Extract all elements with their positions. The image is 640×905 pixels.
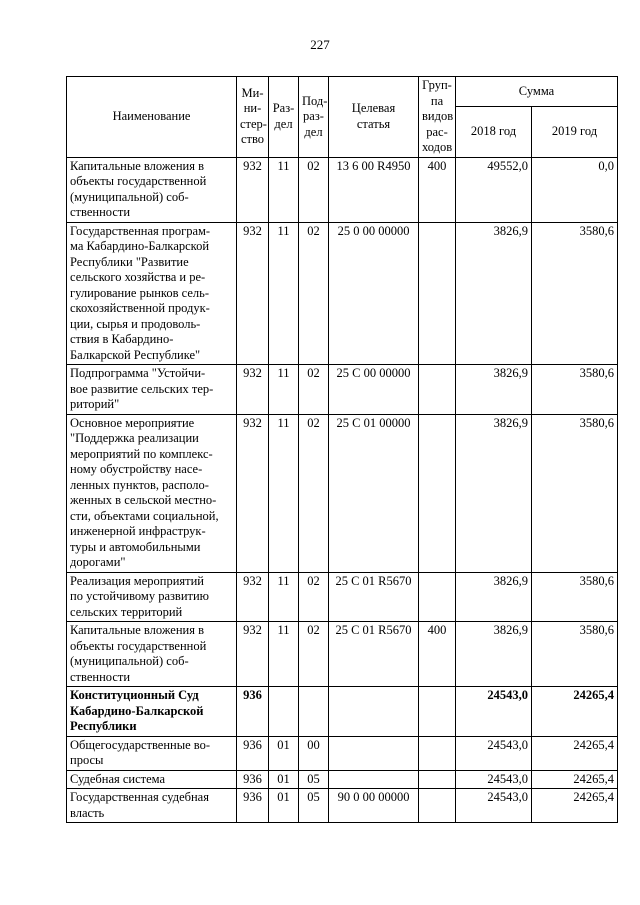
header-year-2019: 2019 год bbox=[532, 106, 618, 157]
cell-group bbox=[419, 789, 456, 823]
cell-2018: 49552,0 bbox=[456, 157, 532, 222]
cell-2019: 24265,4 bbox=[532, 770, 618, 789]
cell-name: Конституционный Суд Кабардино-Балкарской Республики bbox=[67, 687, 237, 737]
table-body bbox=[67, 157, 618, 823]
table-row bbox=[67, 770, 618, 789]
cell-2019: 24265,4 bbox=[532, 687, 618, 737]
cell-2018: 3826,9 bbox=[456, 414, 532, 572]
cell-subsection: 02 bbox=[299, 157, 329, 222]
cell-ministry: 932 bbox=[237, 572, 269, 622]
cell-target: 90 0 00 00000 bbox=[329, 789, 419, 823]
cell-section: 01 bbox=[269, 789, 299, 823]
cell-subsection: 00 bbox=[299, 736, 329, 770]
cell-group: 400 bbox=[419, 157, 456, 222]
cell-ministry: 936 bbox=[237, 687, 269, 737]
cell-2018: 3826,9 bbox=[456, 572, 532, 622]
header-sum: Сумма bbox=[456, 77, 618, 107]
cell-2018: 3826,9 bbox=[456, 365, 532, 415]
cell-target bbox=[329, 736, 419, 770]
cell-2019: 3580,6 bbox=[532, 414, 618, 572]
cell-2019: 3580,6 bbox=[532, 572, 618, 622]
cell-ministry: 936 bbox=[237, 736, 269, 770]
cell-target: 25 С 01 R5670 bbox=[329, 622, 419, 687]
cell-subsection: 02 bbox=[299, 572, 329, 622]
cell-name: Общегосударственные во- просы bbox=[67, 736, 237, 770]
table-row bbox=[67, 736, 618, 770]
cell-ministry: 936 bbox=[237, 770, 269, 789]
cell-subsection: 02 bbox=[299, 222, 329, 365]
cell-2018: 24543,0 bbox=[456, 770, 532, 789]
cell-group bbox=[419, 736, 456, 770]
header-target bbox=[329, 77, 419, 158]
cell-group bbox=[419, 365, 456, 415]
cell-2019: 24265,4 bbox=[532, 789, 618, 823]
cell-subsection: 02 bbox=[299, 414, 329, 572]
cell-name: Государственная судебная власть bbox=[67, 789, 237, 823]
cell-target: 25 С 01 00000 bbox=[329, 414, 419, 572]
cell-group bbox=[419, 222, 456, 365]
cell-group: 400 bbox=[419, 622, 456, 687]
cell-name: Капитальные вложения в объекты государственной (муниципальной) соб- ственности bbox=[67, 622, 237, 687]
cell-target: 25 С 01 R5670 bbox=[329, 572, 419, 622]
cell-target bbox=[329, 770, 419, 789]
header-section-text: Раз- дел bbox=[272, 101, 295, 131]
cell-target: 25 С 00 00000 bbox=[329, 365, 419, 415]
cell-subsection: 05 bbox=[299, 789, 329, 823]
cell-ministry: 932 bbox=[237, 414, 269, 572]
cell-section: 11 bbox=[269, 222, 299, 365]
header-ministry-text: Ми- ни- стер- ство bbox=[240, 85, 267, 147]
table-row bbox=[67, 622, 618, 687]
cell-ministry: 936 bbox=[237, 789, 269, 823]
cell-2018: 3826,9 bbox=[456, 222, 532, 365]
cell-group bbox=[419, 414, 456, 572]
cell-section: 11 bbox=[269, 572, 299, 622]
cell-2018: 24543,0 bbox=[456, 736, 532, 770]
header-section bbox=[269, 77, 299, 158]
cell-section: 11 bbox=[269, 157, 299, 222]
header-group-text: Груп- па видов рас- ходов bbox=[422, 78, 454, 154]
header-group bbox=[419, 77, 456, 158]
cell-name: Основное мероприятие "Поддержка реализации мероприятий по комплекс- ному обустройству насе- ленных пунктов, располо- женных в сельской местно- сти, объектами социальной, инженерной инфраструк- туры и автомобильными дорогами" bbox=[67, 414, 237, 572]
cell-2019: 3580,6 bbox=[532, 222, 618, 365]
cell-target: 13 6 00 R4950 bbox=[329, 157, 419, 222]
cell-section: 11 bbox=[269, 414, 299, 572]
header-subsection-text: Под- раз- дел bbox=[302, 93, 328, 139]
cell-2019: 3580,6 bbox=[532, 365, 618, 415]
cell-section bbox=[269, 687, 299, 737]
cell-target: 25 0 00 00000 bbox=[329, 222, 419, 365]
table-row bbox=[67, 572, 618, 622]
cell-group bbox=[419, 687, 456, 737]
header-ministry bbox=[237, 77, 269, 158]
cell-2019: 24265,4 bbox=[532, 736, 618, 770]
header-subsection bbox=[299, 77, 329, 158]
cell-name: Реализация мероприятий по устойчивому развитию сельских территорий bbox=[67, 572, 237, 622]
cell-name: Подпрограмма "Устойчи- вое развитие сельских тер- риторий" bbox=[67, 365, 237, 415]
table-row bbox=[67, 157, 618, 222]
cell-subsection: 02 bbox=[299, 365, 329, 415]
cell-section: 01 bbox=[269, 770, 299, 789]
cell-ministry: 932 bbox=[237, 365, 269, 415]
cell-ministry: 932 bbox=[237, 157, 269, 222]
table-row bbox=[67, 365, 618, 415]
cell-2018: 24543,0 bbox=[456, 789, 532, 823]
cell-section: 01 bbox=[269, 736, 299, 770]
table-row bbox=[67, 222, 618, 365]
cell-name: Государственная програм- ма Кабардино-Балкарской Республики "Развитие сельского хозяйства и ре- гулирование рынков сель- скохозяйственной продук- ции, сырья и продоволь- ствия в Кабардино- Балкарской Республике" bbox=[67, 222, 237, 365]
cell-2019: 0,0 bbox=[532, 157, 618, 222]
cell-target bbox=[329, 687, 419, 737]
header-name: Наименование bbox=[67, 77, 237, 158]
cell-subsection: 05 bbox=[299, 770, 329, 789]
cell-section: 11 bbox=[269, 622, 299, 687]
cell-name: Судебная система bbox=[67, 770, 237, 789]
cell-2018: 3826,9 bbox=[456, 622, 532, 687]
cell-group bbox=[419, 572, 456, 622]
cell-2018: 24543,0 bbox=[456, 687, 532, 737]
cell-name: Капитальные вложения в объекты государственной (муниципальной) соб- ственности bbox=[67, 157, 237, 222]
table-row bbox=[67, 414, 618, 572]
cell-subsection: 02 bbox=[299, 622, 329, 687]
header-year-2018: 2018 год bbox=[456, 106, 532, 157]
cell-2019: 3580,6 bbox=[532, 622, 618, 687]
cell-ministry: 932 bbox=[237, 222, 269, 365]
cell-subsection bbox=[299, 687, 329, 737]
cell-section: 11 bbox=[269, 365, 299, 415]
budget-table bbox=[66, 76, 618, 823]
page-number: 227 bbox=[310, 37, 330, 52]
table-header bbox=[67, 77, 618, 158]
table-row bbox=[67, 687, 618, 737]
header-target-text: Целевая статья bbox=[351, 101, 396, 131]
cell-ministry: 932 bbox=[237, 622, 269, 687]
cell-group bbox=[419, 770, 456, 789]
table-row bbox=[67, 789, 618, 823]
